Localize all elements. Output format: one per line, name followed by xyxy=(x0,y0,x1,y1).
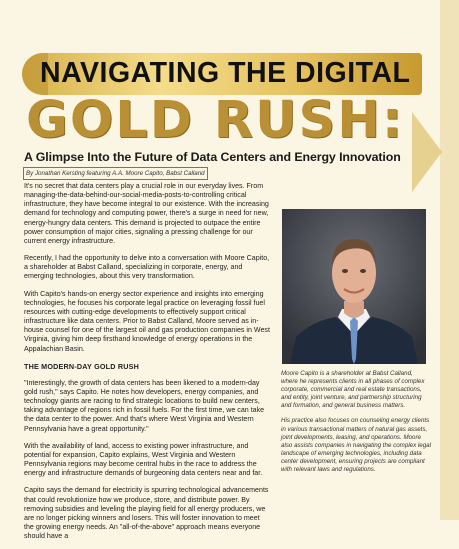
section-heading: THE MODERN-DAY GOLD RUSH xyxy=(24,361,140,371)
article-paragraph: "Interestingly, the growth of data centers has been likened to a modern-day gold rush," says Capito. He notes how developers, energy companies, and technology giants are racing to find strategic locations to build new centers, taking advantage of regions rich in fossil fuels. For the first time, we can take the data center to the power. And that's where West Virginia and Western Pennsylvania have a great opportunity." xyxy=(24,378,265,433)
title-line-2: GOLD RUSH: xyxy=(26,91,405,150)
article-column xyxy=(24,182,270,549)
article-paragraph: Recently, I had the opportunity to delve into a conversation with Moore Capito, a shareholder at Babst Calland, specializing in corporate, energy, and emerging technologies, about this very transformation. xyxy=(24,254,270,281)
article-paragraph: With Capito's hands-on energy sector experience and insights into emerging technologies, he focuses his corporate legal practice on leveraging fossil fuel resources with cutting-edge developments to effectively support critical infrastructure like data centers. Prior to Babst Calland, Moore served as in-house counsel for one of the largest oil and gas production companies in West Virginia, giving him deep firsthand knowledge of energy operations in the Appalachian Basin. xyxy=(24,289,270,353)
article-paragraph: With the availability of land, access to existing power infrastructure, and potential for expansion, Capito explains, West Virginia and Western Pennsylvania regions may become central hubs in the race to address the energy and infrastructure demands of burgeoning data centers near and far. xyxy=(24,441,263,478)
bio-sidebar xyxy=(281,370,431,481)
portrait-illustration xyxy=(282,209,426,364)
decorative-gold-arrow xyxy=(412,112,442,192)
title-line-1: NAVIGATING THE DIGITAL xyxy=(40,57,411,89)
portrait-photo xyxy=(282,209,426,364)
decorative-gold-band xyxy=(440,0,459,520)
article-paragraph: It's no secret that data centers play a crucial role in our everyday lives. From managing-the-data-behind-our-social-media-posts-to-controlling critical infrastructure, they have become integral to our existence. With the increasing demand for technology and computing power, there's a surge in need for new, energy-hungry data centers. This demand is projected to outpace the entire power consumption of major cities, signaling a pressing challenge for our current energy infrastructure. xyxy=(24,182,269,245)
byline[interactable]: By Jonathan Kersting featuring A.A. Moore Capito, Babst Calland xyxy=(23,167,208,180)
subtitle: A Glimpse Into the Future of Data Centers and Energy Innovation xyxy=(24,150,401,164)
article-paragraph: Capito says the demand for electricity is spurring technological advancements that could revolutionize how we produce, store, and distribute power. By removing subsidies and leveling the playing field for all energy producers, we are no longer picking winners and losers. This will foster innovation to meet the growing energy needs. An "all-of-the-above" approach means everyone should have a xyxy=(24,486,269,541)
bio-paragraph: His practice also focuses on counseling energy clients in various transactional matters of natural gas assets, joint developments, leasing, and operations. Moore also assists companies in navigating the complex legal landscape of emerging technologies, including data center development, ensuring projects are compliant with relevant laws and regulations. xyxy=(281,417,431,474)
bio-paragraph: Moore Capito is a shareholder at Babst Calland, where he represents clients in all phases of complex corporate, commercial and real estate transactions, and entity, joint venture, and partnership structuring and formation, and general business matters. xyxy=(281,370,425,410)
